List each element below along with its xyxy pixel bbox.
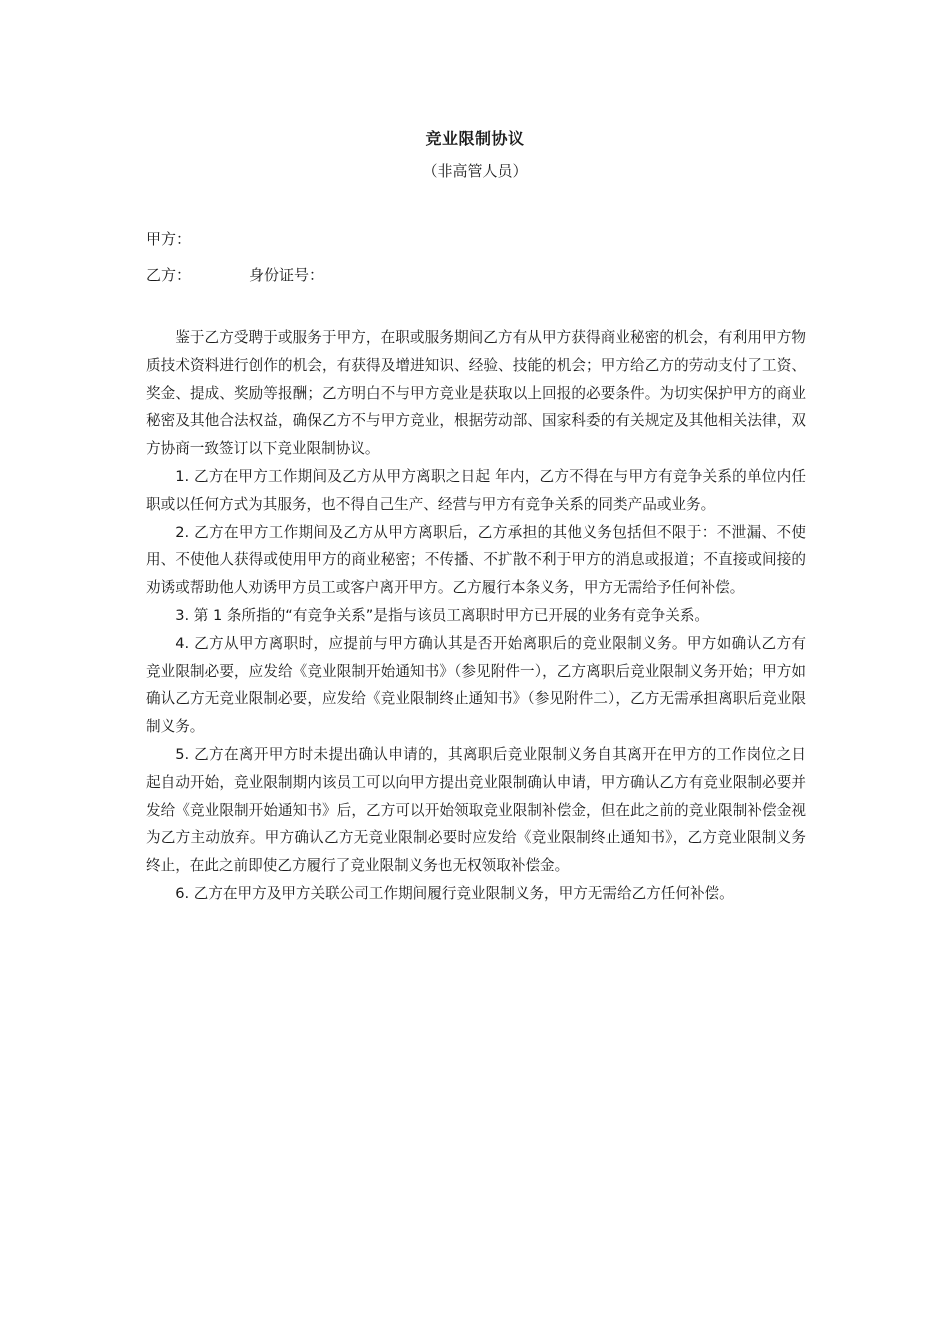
party-a-line (146, 228, 191, 249)
party-a-label: 甲方： (146, 230, 192, 248)
clause-6: 6. 乙方在甲方及甲方关联公司工作期间履行竞业限制义务，甲方无需给乙方任何补偿。 (175, 884, 734, 902)
party-b-line (146, 264, 324, 285)
id-number-label: 身份证号： (249, 266, 325, 284)
clause-3: 3. 第 1 条所指的“有竞争关系”是指与该员工离职时甲方已开展的业务有竞争关系。 (175, 606, 710, 624)
clause-5: 5. 乙方在离开甲方时未提出确认申请的，其离职后竞业限制义务自其离开在甲方的工作岗位之日起自动开始，竞业限制期内该员工可以向甲方提出竞业限制确认申请，甲方确认乙方有竞业限制必要并发给《竞业限制开始通知书》后，乙方可以开始领取竞业限制补偿金，但在此之前的竞业限制补偿金视为乙方主动放弃。甲方确认乙方无竞业限制必要时应发给《竞业限制终止通知书》，乙方竞业限制义务终止，在此之前即使乙方履行了竞业限制义务也无权领取补偿金。 (146, 745, 806, 875)
preamble-paragraph: 鉴于乙方受聘于或服务于甲方，在职或服务期间乙方有从甲方获得商业秘密的机会，有利用甲方物质技术资料进行创作的机会，有获得及增进知识、经验、技能的机会；甲方给乙方的劳动支付了工资、奖金、提成、奖励等报酬；乙方明白不与甲方竞业是获取以上回报的必要条件。为切实保护甲方的商业秘密及其他合法权益，确保乙方不与甲方竞业，根据劳动部、国家科委的有关规定及其他相关法律，双方协商一致签订以下竞业限制协议。 (146, 329, 806, 458)
clause-2: 2. 乙方在甲方工作期间及乙方从甲方离职后，乙方承担的其他义务包括但不限于：不泄漏、不使用、不使他人获得或使用甲方的商业秘密；不传播、不扩散不利于甲方的消息或报道；不直接或间接的劝诱或帮助他人劝诱甲方员工或客户离开甲方。乙方履行本条义务，甲方无需给予任何补偿。 (146, 523, 806, 597)
document-subtitle: （非高管人员） (422, 162, 528, 180)
agreement-body (146, 324, 806, 908)
clause-1: 1. 乙方在甲方工作期间及乙方从甲方离职之日起 年内，乙方不得在与甲方有竞争关系的单位内任职或以任何方式为其服务，也不得自己生产、经营与甲方有竞争关系的同类产品或业务。 (146, 467, 806, 513)
clause-4: 4. 乙方从甲方离职时，应提前与甲方确认其是否开始离职后的竞业限制义务。甲方如确认乙方有竞业限制必要，应发给《竞业限制开始通知书》（参见附件一），乙方离职后竞业限制义务开始；甲方如确认乙方无竞业限制必要，应发给《竞业限制终止通知书》（参见附件二），乙方无需承担离职后竞业限制义务。 (146, 634, 806, 736)
document-title: 竞业限制协议 (425, 129, 525, 148)
party-b-label: 乙方： (146, 266, 192, 284)
